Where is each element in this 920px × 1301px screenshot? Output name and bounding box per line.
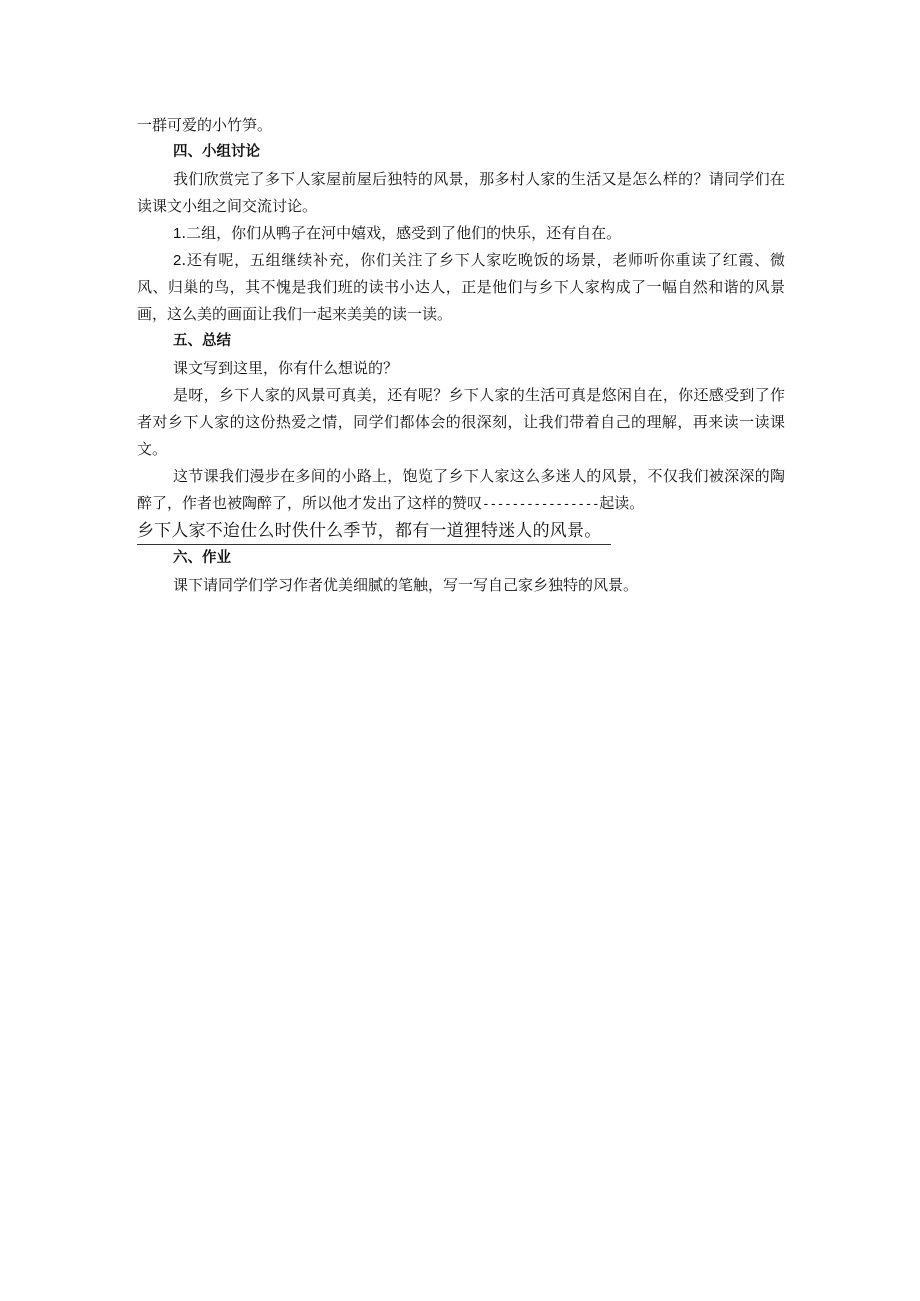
document-page	[137, 112, 785, 599]
continuation-line: 一群可爱的小竹笋。	[137, 116, 273, 134]
item-number: 1	[173, 225, 182, 242]
item-number: 2	[173, 252, 182, 269]
discussion-item-2	[137, 247, 785, 328]
discussion-intro: 我们欣赏完了多下人家屋前屋后独特的风景，那多村人家的生活又是怎么样的？请同学们在读课文小组之间交流讨论。	[137, 170, 785, 215]
section-heading-homework: 六、作业	[173, 550, 231, 566]
closing-end: 起读。	[599, 494, 645, 512]
discussion-item-1	[137, 220, 785, 247]
homework-paragraph: 课下请同学们学习作者优美细腻的笔触，写一写自己家乡独特的风景。	[173, 576, 639, 594]
item-text: .二组，你们从鸭子在河中嬉戏，感受到了他们的快乐，还有自在。	[181, 224, 622, 242]
section-heading-discussion: 四、小组讨论	[173, 144, 260, 160]
closing-text: 这节课我们漫步在多间的小路上，饱览了乡下人家这么多迷人的风景，不仅我们被深深的陶醉了，作者也被陶醉了，所以他才发出了这样的赞叹	[137, 467, 785, 512]
item-text: .还有呢，五组继续补充，你们关注了乡下人家吃晚饭的场景，老师听你重读了红霞、微风、归巢的鸟，其不愧是我们班的读书小达人，正是他们与乡下人家构成了一幅自然和谐的风景画，这么美的画面让我们一起来美美的读一读。	[137, 251, 785, 323]
summary-paragraph: 是呀，乡下人家的风景可真美，还有呢？乡下人家的生活可真是悠闲自在，你还感受到了作者对乡下人家的这份热爱之情，同学们都体会的很深刻，让我们带着自己的理解，再来读一读课文。	[137, 386, 785, 458]
summary-closing	[137, 463, 785, 518]
handwritten-quote: 乡下人家不迨仕么时佚什么季节，都有一道狸特迷人的风景。	[137, 518, 611, 545]
section-heading-summary: 五、总结	[173, 333, 231, 349]
summary-question: 课文写到这里，你有什么想说的？	[173, 359, 399, 377]
blank-dashes: ----------------	[482, 497, 600, 512]
